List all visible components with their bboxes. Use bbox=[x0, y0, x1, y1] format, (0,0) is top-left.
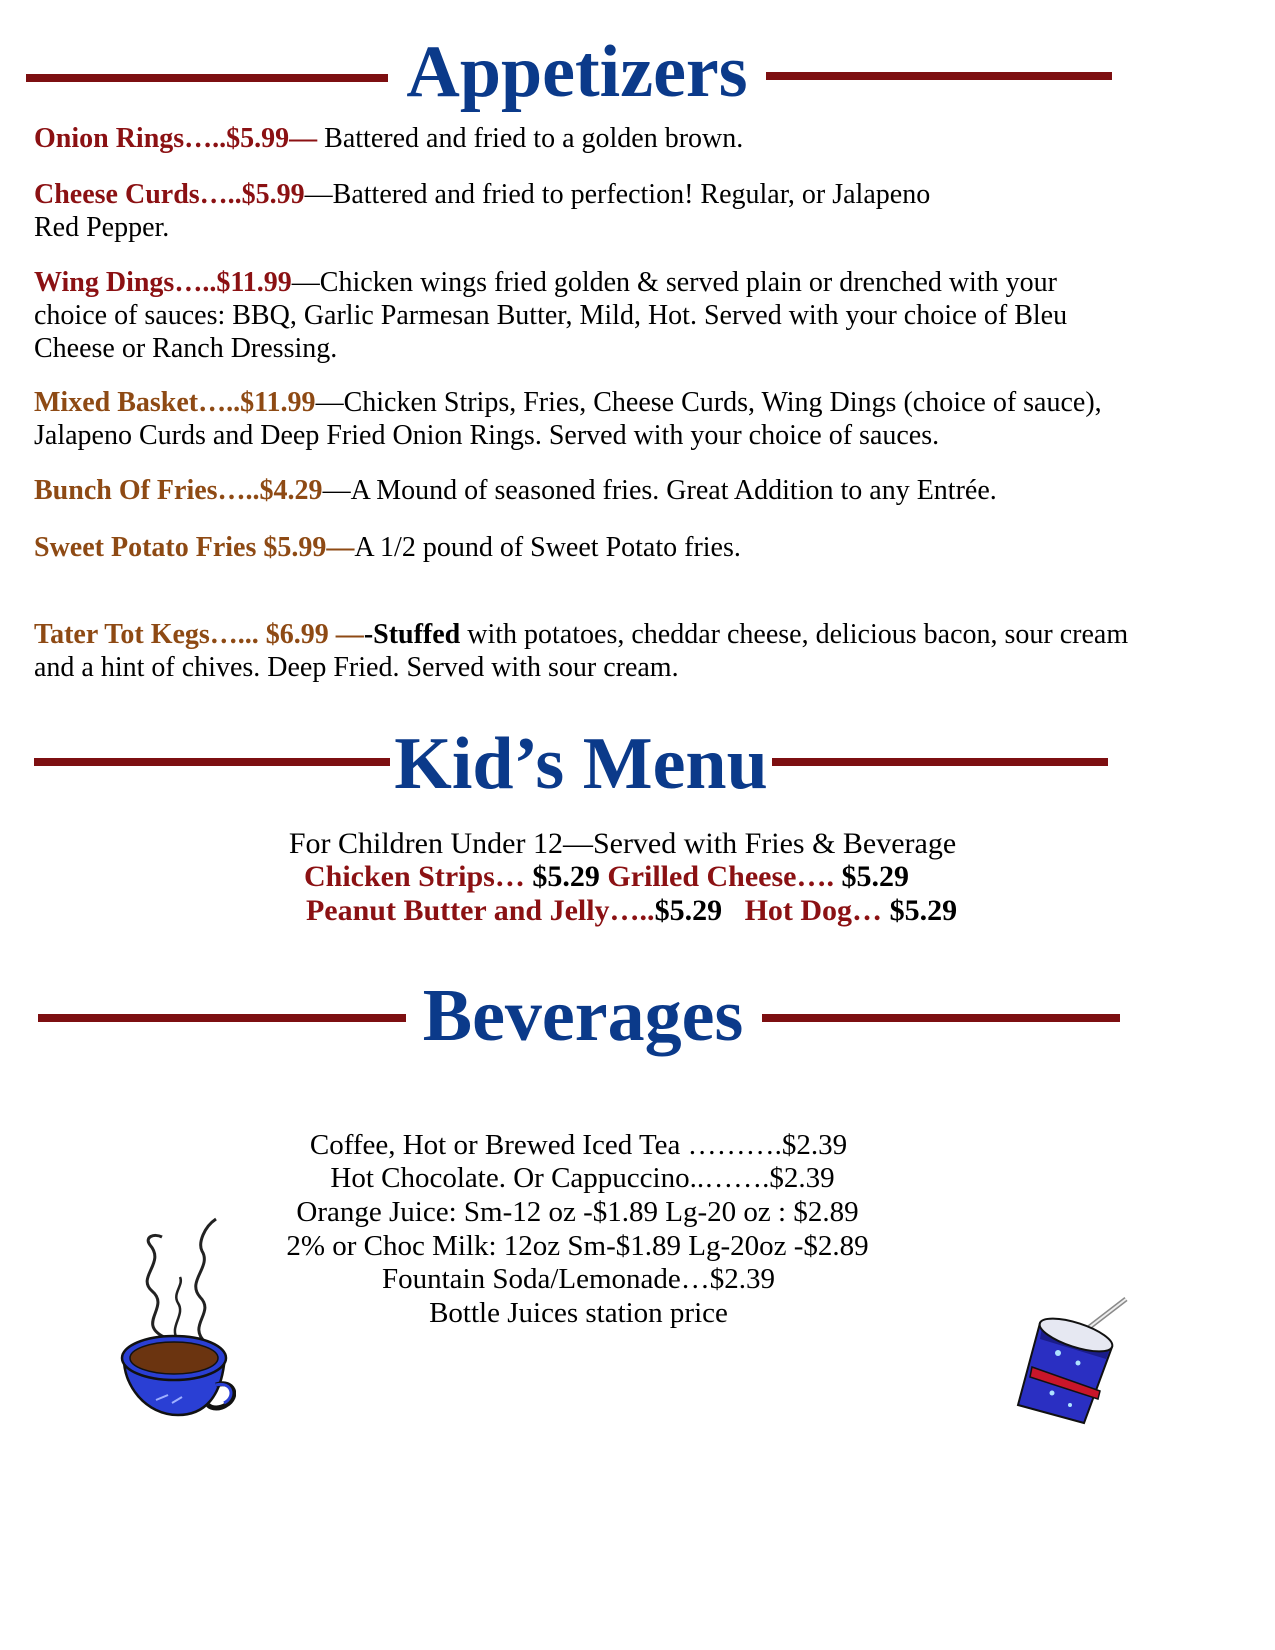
item-description: —A Mound of seasoned fries. Great Addition to any Entrée. bbox=[322, 475, 997, 506]
beverages-rule-left bbox=[38, 1014, 406, 1022]
beverage-line: Fountain Soda/Lemonade…$2.39 bbox=[381, 1263, 776, 1295]
kids-item-name: Grilled Cheese…. bbox=[607, 860, 834, 893]
coffee-cup-icon bbox=[116, 1215, 236, 1420]
kids-heading: Kid’s Menu bbox=[394, 723, 768, 805]
item-name: Wing Dings…..$11.99 bbox=[34, 267, 292, 298]
appetizers-heading: Appetizers bbox=[406, 31, 748, 113]
item-name: Bunch Of Fries…..$4.29 bbox=[34, 475, 323, 506]
menu-item-bunch-of-fries bbox=[34, 474, 1204, 507]
kids-item-price: $5.29 bbox=[882, 894, 958, 927]
item-description: with potatoes, cheddar cheese, delicious bacon, sour cream and a hint of chives. Deep Fried. Served with sour cream. bbox=[34, 619, 1129, 683]
beverage-line: Orange Juice: Sm-12 oz -$1.89 Lg-20 oz : $2.89 bbox=[296, 1196, 859, 1228]
item-description: A 1/2 pound of Sweet Potato fries. bbox=[354, 532, 741, 563]
kids-item-name: Hot Dog… bbox=[744, 894, 883, 927]
kids-item-price: $5.29 bbox=[834, 860, 909, 893]
menu-item-tater-tot-kegs bbox=[34, 618, 1134, 684]
beverage-line: Coffee, Hot or Brewed Iced Tea ……….$2.39 bbox=[309, 1129, 848, 1161]
kids-item-name: Chicken Strips… bbox=[303, 860, 525, 893]
beverage-line: 2% or Choc Milk: 12oz Sm-$1.89 Lg-20oz -$2.89 bbox=[286, 1230, 869, 1262]
beverage-line: Hot Chocolate. Or Cappuccino..…….$2.39 bbox=[330, 1162, 835, 1194]
kids-rule-left bbox=[34, 758, 390, 766]
appetizers-rule-right bbox=[766, 72, 1112, 80]
kids-item-name: Peanut Butter and Jelly….. bbox=[305, 894, 655, 927]
beverages-rule-right bbox=[762, 1014, 1120, 1022]
item-name: Cheese Curds…..$5.99 bbox=[34, 179, 305, 210]
item-description: Battered and fried to a golden brown. bbox=[317, 123, 744, 154]
menu-item-mixed-basket bbox=[34, 386, 1104, 452]
item-description-cont: Red Pepper. bbox=[34, 212, 170, 243]
soda-cup-icon bbox=[1012, 1293, 1132, 1433]
item-description-bold: -Stuffed bbox=[363, 619, 461, 650]
item-description: —Chicken wings fried golden & served plain or drenched with your choice of sauces: BBQ, Garlic Parmesan Butter, Mild, Hot. Served with your choice of Bleu Cheese or Ranch Dressing. bbox=[34, 267, 1068, 364]
beverages-heading: Beverages bbox=[422, 975, 744, 1057]
item-name: Mixed Basket…..$11.99 bbox=[34, 387, 316, 418]
item-name: Sweet Potato Fries $5.99— bbox=[34, 532, 355, 563]
kids-line-1 bbox=[0, 859, 1244, 894]
kids-rule-right bbox=[772, 758, 1108, 766]
kids-item-price: $5.29 bbox=[654, 894, 745, 927]
beverage-line: Bottle Juices station price bbox=[429, 1297, 728, 1329]
menu-item-onion-rings bbox=[34, 122, 1204, 155]
item-description: —Battered and fried to perfection! Regular, or Jalapeno bbox=[304, 179, 931, 210]
menu-item-cheese-curds bbox=[34, 178, 1204, 244]
item-name: Tater Tot Kegs…... $6.99 — bbox=[34, 619, 364, 650]
kids-line-2 bbox=[0, 893, 1269, 928]
item-name: Onion Rings…..$5.99— bbox=[34, 123, 318, 154]
kids-item-price: $5.29 bbox=[524, 860, 608, 893]
menu-item-sweet-potato-fries bbox=[34, 531, 1204, 564]
appetizers-rule-left bbox=[26, 74, 388, 82]
kids-subtitle: For Children Under 12—Served with Fries & Beverage bbox=[288, 827, 957, 860]
menu-item-wing-dings bbox=[34, 266, 1129, 365]
item-description: —Chicken Strips, Fries, Cheese Curds, Wing Dings (choice of sauce), Jalapeno Curds and Deep Fried Onion Rings. Served with your choice of sauces. bbox=[34, 387, 1102, 451]
